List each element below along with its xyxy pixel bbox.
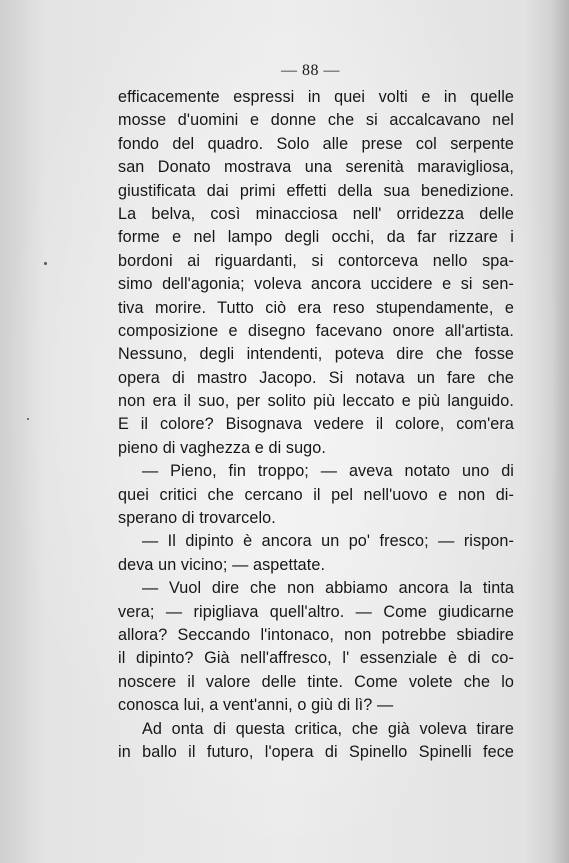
text-line: san Donato mostrava una serenità maravigliosa,	[118, 158, 514, 177]
text-line: Nessuno, degli intendenti, poteva dire che fosse	[118, 345, 514, 364]
text-line: La belva, così minacciosa nell' orridezza delle	[118, 204, 514, 223]
paper-speck	[44, 262, 47, 265]
text-line: allora? Seccando l'intonaco, non potrebbe sbiadire	[118, 625, 514, 644]
text-line: E il colore? Bisognava vedere il colore, com'era	[118, 415, 514, 434]
text-line: il dipinto? Già nell'affresco, l' essenziale è di co-	[118, 649, 514, 668]
text-line: — Vuol dire che non abbiamo ancora la tinta	[142, 579, 514, 598]
text-line: simo dell'agonia; voleva ancora uccidere e si sen-	[118, 275, 514, 294]
text-line: fondo del quadro. Solo alle prese col serpente	[118, 134, 514, 153]
text-line: pieno di vaghezza e di sugo.	[118, 438, 326, 457]
text-line: conosca lui, a vent'anni, o giù di lì? —	[118, 696, 394, 715]
text-line: bordoni ai riguardanti, si contorceva nello spa-	[118, 251, 514, 270]
text-line: sperano di trovarcelo.	[118, 509, 276, 528]
text-line: forme e nel lampo degli occhi, da far rizzare i	[118, 228, 514, 247]
text-line: composizione e disegno facevano onore all'artista.	[118, 321, 514, 340]
text-line: vera; — ripigliava quell'altro. — Come giudicarne	[118, 602, 514, 621]
text-line: opera di mastro Jacopo. Si notava un fare che	[118, 368, 514, 387]
page-number: — 88 —	[281, 62, 340, 79]
text-line: in ballo il futuro, l'opera di Spinello Spinelli fece	[118, 742, 514, 761]
text-line: tiva morire. Tutto ciò era reso stupendamente, e	[118, 298, 514, 317]
text-line: giustificata dai primi effetti della sua benedizione.	[118, 181, 514, 200]
text-line: — Il dipinto è ancora un po' fresco; — rispon-	[142, 532, 514, 551]
text-line: mosse d'uomini e donne che si accalcavano nel	[118, 111, 514, 130]
text-line: deva un vicino; — aspettate.	[118, 555, 326, 574]
text-line: noscere il valore delle tinte. Come volete che lo	[118, 672, 514, 691]
page-edge-shadow	[551, 0, 569, 863]
text-line: Ad onta di questa critica, che già voleva tirare	[142, 719, 514, 738]
text-line: — Pieno, fin troppo; — aveva notato uno di	[142, 462, 514, 481]
text-line: efficacemente espressi in quei volti e in quelle	[118, 88, 514, 106]
text-line: non era il suo, per solito più leccato e più languido.	[118, 392, 514, 411]
text-line: quei critici che cercano il pel nell'uovo e non di-	[118, 485, 514, 504]
paper-speck	[27, 418, 29, 420]
body-text	[118, 86, 514, 764]
